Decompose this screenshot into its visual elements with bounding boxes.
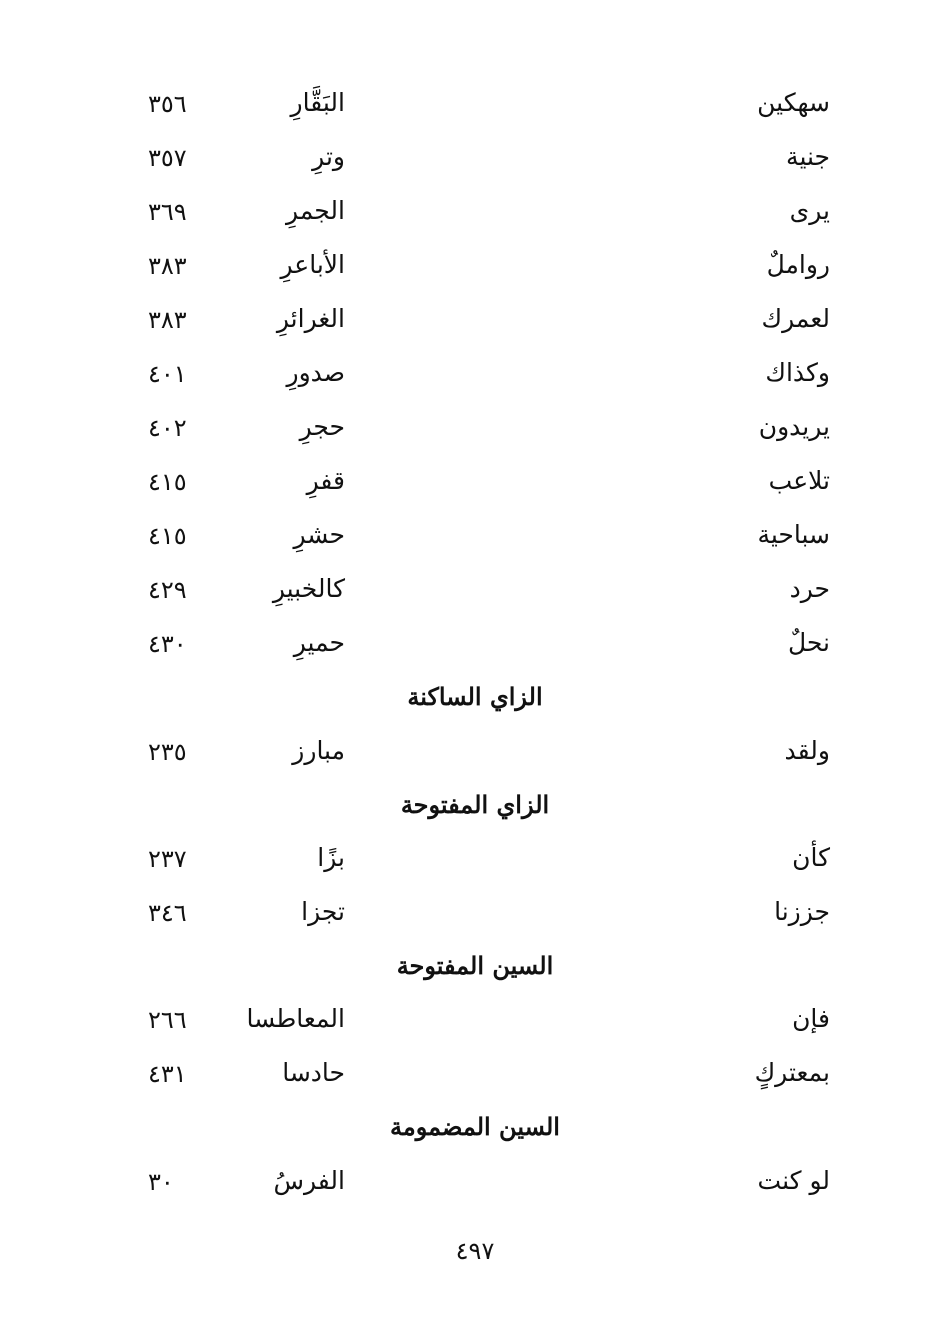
index-row (0, 1058, 950, 1112)
page-number: ٣٨٣ (148, 306, 187, 334)
index-row (0, 897, 950, 951)
rhyme-word: الفرسُ (273, 1166, 345, 1195)
index-row (0, 142, 950, 196)
index-row (0, 736, 950, 790)
rhyme-word: صدورِ (286, 358, 345, 387)
page-number: ٤٠٢ (148, 414, 187, 442)
rhyme-word: مبارز (292, 736, 345, 765)
page-number: ٢٦٦ (148, 1006, 187, 1034)
section-heading: الزاي المفتوحة (400, 790, 550, 819)
section-heading: السين المضمومة (390, 1112, 560, 1141)
page-number: ٣٥٦ (148, 90, 187, 118)
page-number: ٢٣٧ (148, 845, 187, 873)
first-word: لعمرك (761, 304, 830, 333)
rhyme-word: حميرِ (293, 628, 345, 657)
folio-page-number: ٤٩٧ (455, 1237, 495, 1265)
first-word: رواملٌ (766, 250, 830, 279)
index-row (0, 358, 950, 412)
rhyme-word: الأباعرِ (280, 250, 345, 279)
section-heading: الزاي الساكنة (407, 682, 543, 711)
page-number: ٤٣٠ (148, 630, 187, 658)
first-word: تلاعب (768, 466, 830, 495)
page-number: ٣٥٧ (148, 144, 187, 172)
index-row (0, 520, 950, 574)
rhyme-word: الجمرِ (286, 196, 345, 225)
first-word: يريدون (758, 412, 830, 441)
index-row (0, 250, 950, 304)
page-number: ٣٤٦ (148, 899, 187, 927)
rhyme-word: حادسا (282, 1058, 345, 1087)
section-heading: السين المفتوحة (396, 951, 554, 980)
rhyme-word: كالخبيرِ (272, 574, 345, 603)
first-word: كأن (792, 843, 830, 872)
rhyme-word: المعاطسا (246, 1004, 345, 1033)
first-word: جنية (786, 142, 830, 171)
first-word: فإن (792, 1004, 830, 1033)
first-word: بمعتركٍ (754, 1058, 830, 1087)
index-row (0, 466, 950, 520)
first-word: سباحية (757, 520, 830, 549)
index-row (0, 843, 950, 897)
index-row (0, 412, 950, 466)
index-row (0, 1166, 950, 1220)
page-number: ٢٣٥ (148, 738, 187, 766)
rhyme-word: وترِ (312, 142, 345, 171)
page-number: ٤١٥ (148, 522, 187, 550)
first-word: ولقد (784, 736, 830, 765)
rhyme-word: البَقَّارِ (290, 88, 345, 117)
page-number: ٣٠ (148, 1168, 174, 1196)
first-word: وكذاك (765, 358, 830, 387)
rhyme-word: بزًا (317, 843, 345, 872)
first-word: جززنا (774, 897, 830, 926)
index-row (0, 628, 950, 682)
page-number: ٣٨٣ (148, 252, 187, 280)
first-word: سهكين (757, 88, 830, 117)
rhyme-word: الغرائرِ (276, 304, 345, 333)
index-row (0, 304, 950, 358)
page-number: ٤١٥ (148, 468, 187, 496)
first-word: يرى (789, 196, 830, 225)
page-number: ٤٢٩ (148, 576, 187, 604)
rhyme-word: حشرِ (293, 520, 345, 549)
page-number: ٣٦٩ (148, 198, 187, 226)
index-row (0, 88, 950, 142)
rhyme-word: قفرِ (306, 466, 345, 495)
first-word: لو كنت (757, 1166, 830, 1195)
rhyme-word: تجزا (301, 897, 345, 926)
first-word: حرد (789, 574, 830, 603)
page-number: ٤٠١ (148, 360, 187, 388)
index-row (0, 574, 950, 628)
first-word: نحلٌ (787, 628, 830, 657)
index-row (0, 1004, 950, 1058)
page-number: ٤٣١ (148, 1060, 187, 1088)
rhyme-word: حجرِ (299, 412, 345, 441)
index-row (0, 196, 950, 250)
